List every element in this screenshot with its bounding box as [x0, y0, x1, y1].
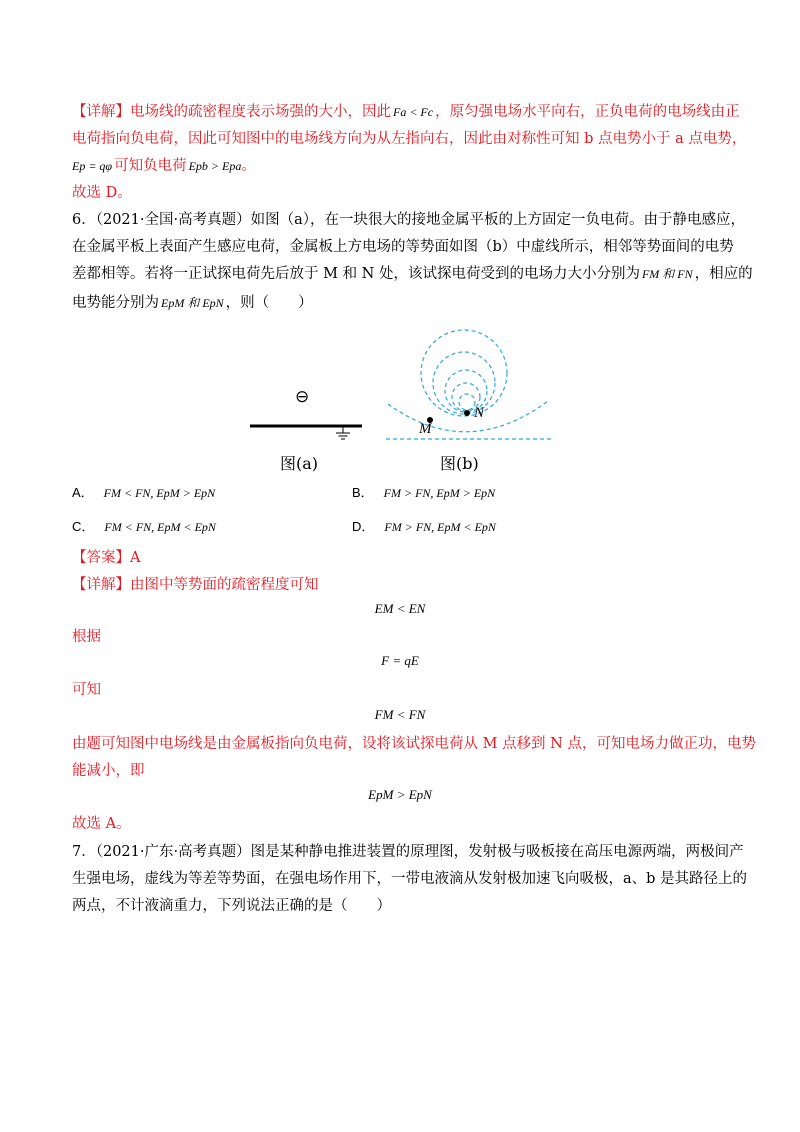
q6-answer: 【答案】A: [72, 550, 141, 566]
q7-line1: 7．（2021·广东·高考真题）图是某种静电推进装置的原理图，发射极与吸板接在高压电源两端，两极间产: [72, 844, 744, 860]
equation-field-strength: EM < EN: [374, 601, 426, 616]
potential-energy-formula: Ep = qφ: [72, 159, 113, 173]
point-m-label: M: [419, 421, 432, 437]
equipotential-diagram: [380, 325, 555, 445]
equation-energy-comparison: EpM > EpN: [368, 787, 432, 802]
negative-charge-icon: ⊖: [295, 387, 310, 407]
q6-line4: 电势能分别为 EpM 和 EpN ，则（ ）: [72, 295, 313, 311]
q6-detail2a: 由题可知图中电场线是由金属板指向负电荷，设将该试探电荷从 M 点移到 N 点，可知电场力做正功，电势: [72, 736, 756, 752]
q6-choice: 故选 A。: [72, 816, 131, 832]
figure-a: [245, 380, 375, 480]
q6-know: 可知: [72, 682, 101, 698]
option-c[interactable]: C． FM < FN, EpM < EpN: [72, 519, 216, 534]
q7-line3: 两点，不计液滴重力，下列说法正确的是（ ）: [72, 898, 391, 914]
option-d[interactable]: D． FM > FN, EpM < EpN: [352, 519, 496, 534]
force-comparison: Fa < Fc: [393, 105, 434, 119]
prev-choice: 故选 D。: [72, 185, 132, 201]
q6-detail2b: 能减小，即: [72, 763, 145, 779]
option-b[interactable]: B． FM > FN, EpM > EpN: [352, 485, 496, 500]
energy-comparison: Epb > Epa: [188, 159, 242, 173]
equation-force-comparison: FM < FN: [374, 707, 426, 722]
prev-solution-line1: 【详解】电场线的疏密程度表示场强的大小，因此 Fa < Fc ，原匀强电场水平向右，正负电荷的电场线由正: [72, 104, 740, 120]
figure-b: [380, 325, 555, 480]
prev-solution-line2: 电荷指向负电荷，因此可知图中的电场线方向为从左指向右，因此由对称性可知 b 点电势小于 a 点电势，: [72, 131, 747, 147]
q7-line2: 生强电场，虚线为等差等势面，在强电场作用下，一带电液滴从发射极加速飞向吸极，a、b 是其路径上的: [72, 871, 748, 887]
q6-line3: 差都相等。若将一正试探电荷先后放于 M 和 N 处，该试探电荷受到的电场力大小分别为 FM 和 FN ，相应的: [72, 266, 753, 282]
detail-tag: 【详解】: [72, 104, 130, 120]
prev-solution-line3: Ep = qφ 可知负电荷 Epb > Epa。: [72, 158, 256, 174]
figure-a-label: 图(a): [280, 454, 319, 473]
q6-line2: 在金属平板上表面产生感应电荷，金属板上方电场的等势面如图（b）中虚线所示，相邻等势面间的电势: [72, 239, 734, 255]
q6-detail1: 【详解】由图中等势面的疏密程度可知: [72, 577, 319, 593]
point-n-label: N: [474, 405, 485, 421]
option-a[interactable]: A． FM < FN, EpM > EpN: [72, 485, 216, 500]
equation-force: F = qE: [381, 653, 419, 668]
figure-b-label: 图(b): [440, 454, 479, 473]
q6-line1: 6．（2021·全国·高考真题）如图（a），在一块很大的接地金属平板的上方固定一负电荷。由于静电感应，: [72, 212, 745, 228]
q6-basis: 根据: [72, 629, 101, 645]
